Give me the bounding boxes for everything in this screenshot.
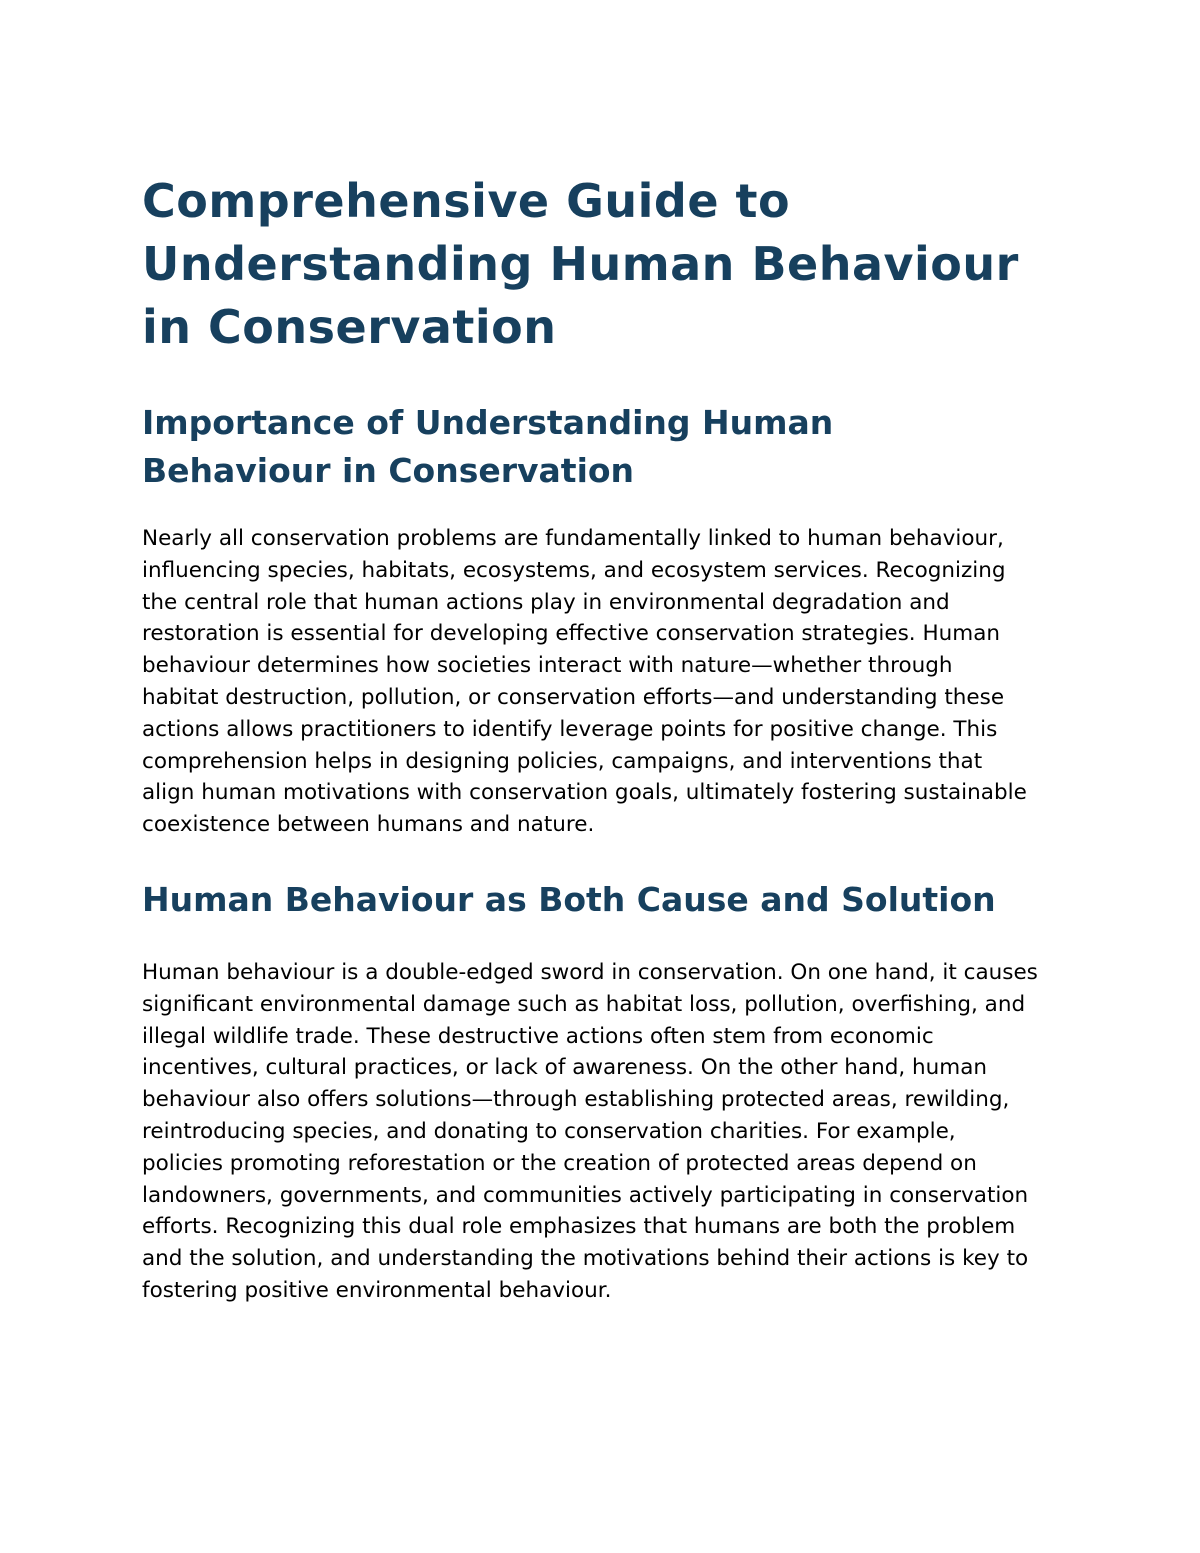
section-body-cause-and-solution: Human behaviour is a double-edged sword in conservation. On one hand, it causes significant environmental damage such as habitat loss, pollution, overfishing, and illegal wildlife trade. These destructive actions often stem from economic incentives, cultural practices, or lack of awareness. On the other hand, human behaviour also offers solutions—through establishing protected areas, rewilding, reintroducing species, and donating to conservation charities. For example, policies promoting reforestation or the creation of protected areas depend on landowners, governments, and communities actively participating in conservation efforts. Recognizing this dual role emphasizes that humans are both the problem and the solution, and understanding the motivations behind their actions is key to fostering positive environmental behaviour.	[142, 959, 1038, 1303]
document-page	[142, 170, 1062, 1307]
section-heading-cause-and-solution: Human Behaviour as Both Cause and Solution	[142, 879, 996, 919]
document-title: Comprehensive Guide to Understanding Human Behaviour in Conservation	[142, 174, 1019, 354]
section-heading-importance: Importance of Understanding Human Behaviour in Conservation	[142, 403, 834, 490]
section-body-importance: Nearly all conservation problems are fundamentally linked to human behaviour, influencing species, habitats, ecosystems, and ecosystem services. Recognizing the central role that human actions play in environmental degradation and restoration is essential for developing effective conservation strategies. Human behaviour determines how societies interact with nature—whether through habitat destruction, pollution, or conservation efforts—and understanding these actions allows practitioners to identify leverage points for positive change. This comprehension helps in designing policies, campaigns, and interventions that align human motivations with conservation goals, ultimately fostering sustainable coexistence between humans and nature.	[142, 526, 1027, 838]
